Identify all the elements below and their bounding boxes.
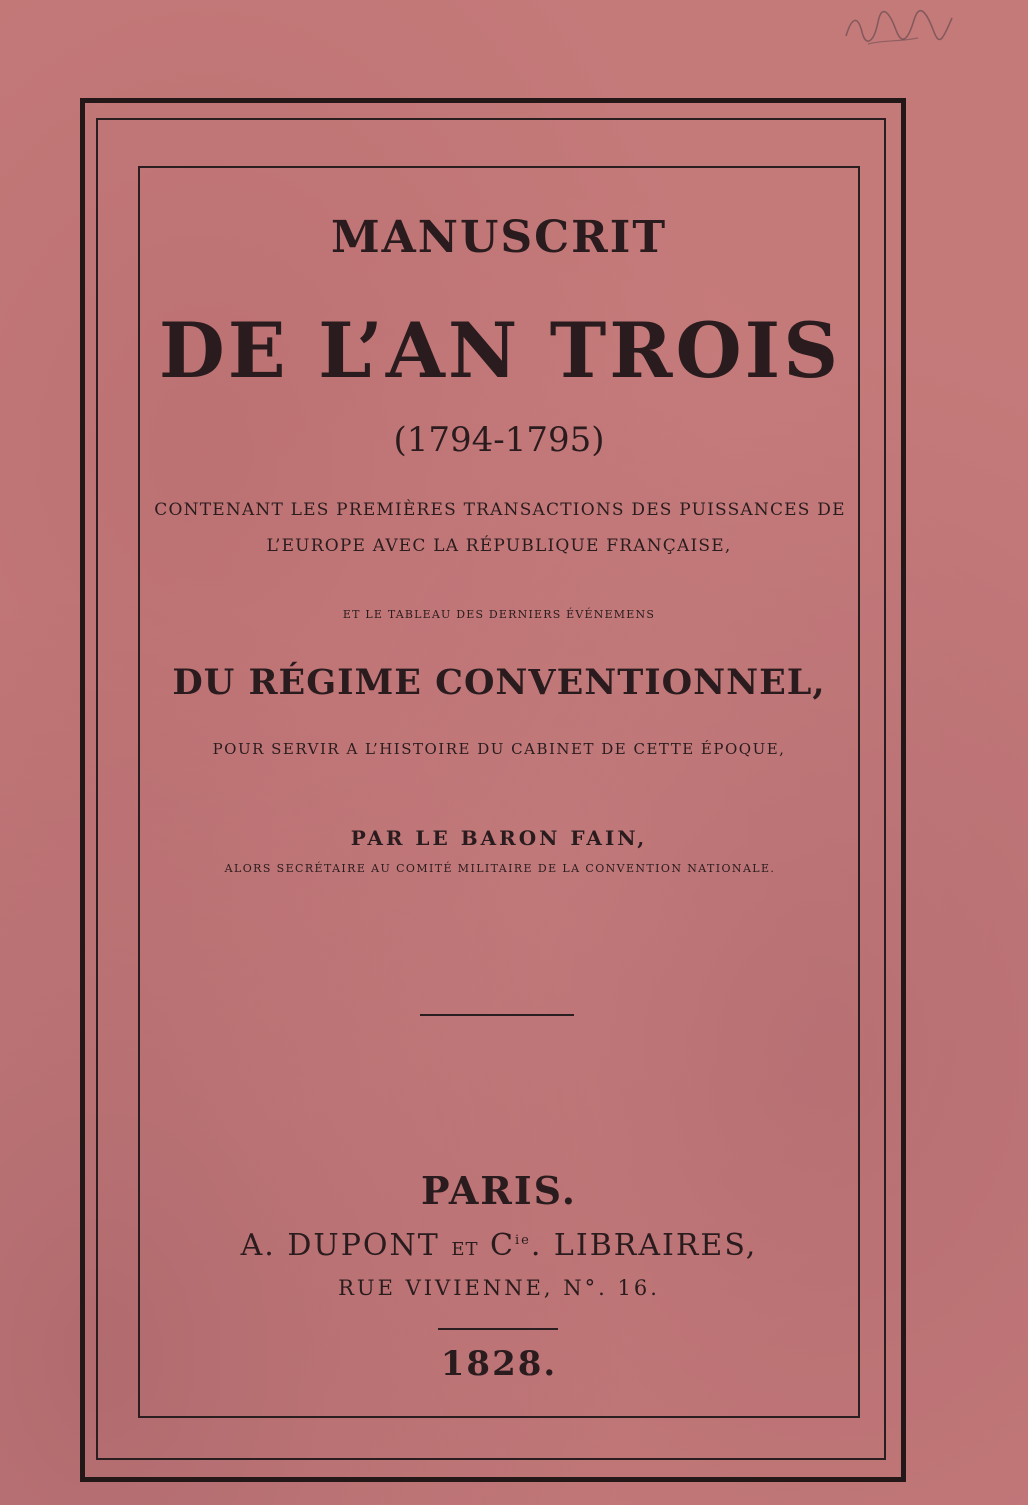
- imprint-city: PARIS.: [421, 1168, 577, 1213]
- subtitle-line-1: CONTENANT LES PREMIÈRES TRANSACTIONS DES PUISSANCES DE: [154, 500, 846, 520]
- imprint-publisher: [138, 1228, 860, 1263]
- subtitle-line-2: L’EUROPE AVEC LA RÉPUBLIQUE FRANÇAISE,: [266, 536, 732, 556]
- date-range: (1794-1795): [393, 420, 605, 460]
- handwritten-scribble: [838, 6, 958, 50]
- author-title: ALORS SECRÉTAIRE AU COMITÉ MILITAIRE DE LA CONVENTION NATIONALE.: [224, 862, 776, 875]
- publisher-suffix: . LIBRAIRES,: [530, 1228, 758, 1263]
- title-line-1: MANUSCRIT: [330, 212, 668, 263]
- publisher-co: C: [490, 1228, 515, 1263]
- regime-heading: DU RÉGIME CONVENTIONNEL,: [172, 662, 826, 703]
- divider-rule: [420, 1014, 574, 1016]
- publisher-and: ET: [451, 1239, 479, 1260]
- imprint-year: 1828.: [440, 1344, 558, 1384]
- title-line-2: DE L’AN TROIS: [158, 306, 842, 395]
- year-rule: [438, 1328, 558, 1330]
- publisher-name: A. DUPONT: [240, 1228, 440, 1263]
- author-line: PAR LE BARON FAIN,: [350, 826, 648, 850]
- imprint-address: RUE VIVIENNE, N°. 16.: [338, 1276, 660, 1300]
- subtitle-small: ET LE TABLEAU DES DERNIERS ÉVÉNEMENS: [342, 608, 656, 621]
- purpose-line: POUR SERVIR A L’HISTOIRE DU CABINET DE CETTE ÉPOQUE,: [212, 740, 786, 758]
- publisher-co-sup: ie: [514, 1233, 531, 1248]
